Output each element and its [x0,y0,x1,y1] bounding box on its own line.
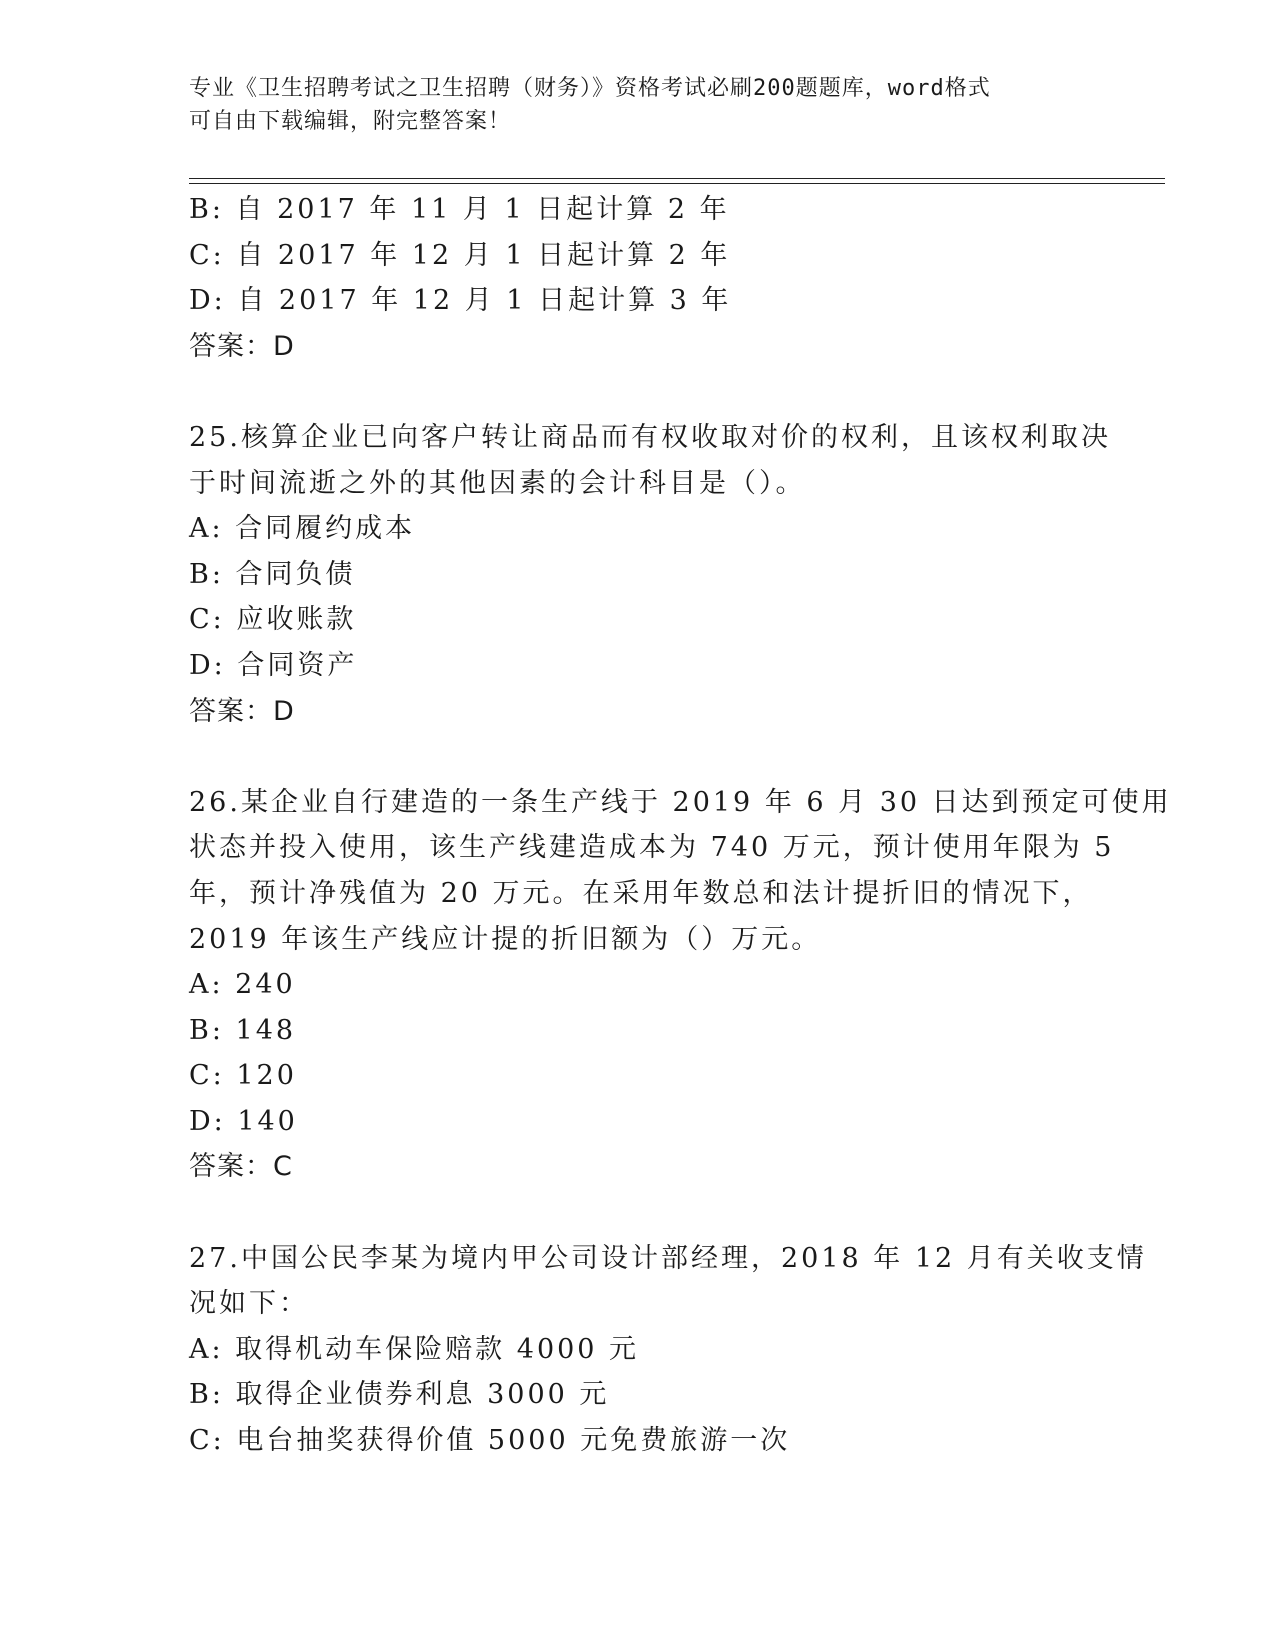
question-stem-line: 27.中国公民李某为境内甲公司设计部经理，2018 年 12 月有关收支情 [189,1242,1147,1274]
option-d: D: 合同资产 [189,649,358,681]
option-b: B: 148 [189,1014,297,1046]
option-d: D: 140 [189,1105,298,1137]
option-a: A: 240 [189,969,296,1001]
question-25 [189,415,1111,734]
header-title-line-2: 可自由下载编辑，附完整答案！ [189,109,512,134]
header-divider-top [189,178,1165,179]
answer: 答案：D [189,330,295,362]
option-b: B: 取得企业债券利息 3000 元 [189,1379,610,1411]
spacer [189,734,1089,780]
option-a: A: 合同履约成本 [189,513,416,545]
option-c: C: 自 2017 年 12 月 1 日起计算 2 年 [189,239,731,271]
question-stem-line: 况如下： [189,1288,309,1320]
question-26 [189,780,1172,1190]
option-c: C: 应收账款 [189,604,357,636]
question-stem-line: 状态并投入使用，该生产线建造成本为 740 万元，预计使用年限为 5 [189,832,1115,864]
question-stem-line: 年，预计净残值为 20 万元。在采用年数总和法计提折旧的情况下， [189,877,1093,909]
question-stem-line: 25.核算企业已向客户转让商品而有权收取对价的权利，且该权利取决 [189,421,1111,453]
header-divider-bottom [189,183,1165,184]
spacer [189,369,1089,415]
question-stem-line: 2019 年该生产线应计提的折旧额为（）万元。 [189,923,822,955]
question-24 [189,187,1089,369]
header-title-line-1: 专业《卫生招聘考试之卫生招聘（财务）》资格考试必刷200题题库，word格式 [189,76,991,101]
spacer [189,1190,1089,1236]
option-b: B: 自 2017 年 11 月 1 日起计算 2 年 [189,194,730,225]
option-c: C: 电台抽奖获得价值 5000 元免费旅游一次 [189,1425,791,1457]
option-d: D: 自 2017 年 12 月 1 日起计算 3 年 [189,285,732,317]
question-stem-line: 于时间流逝之外的其他因素的会计科目是（）。 [189,467,806,499]
answer: 答案：C [189,1151,293,1183]
option-c: C: 120 [189,1060,297,1092]
question-list [189,187,1172,1464]
document-header [189,72,1089,138]
question-27 [189,1236,1147,1464]
answer: 答案：D [189,695,295,727]
option-a: A: 取得机动车保险赔款 4000 元 [189,1333,640,1365]
option-b: B: 合同负债 [189,558,356,590]
question-stem-line: 26.某企业自行建造的一条生产线于 2019 年 6 月 30 日达到预定可使用 [189,786,1172,818]
